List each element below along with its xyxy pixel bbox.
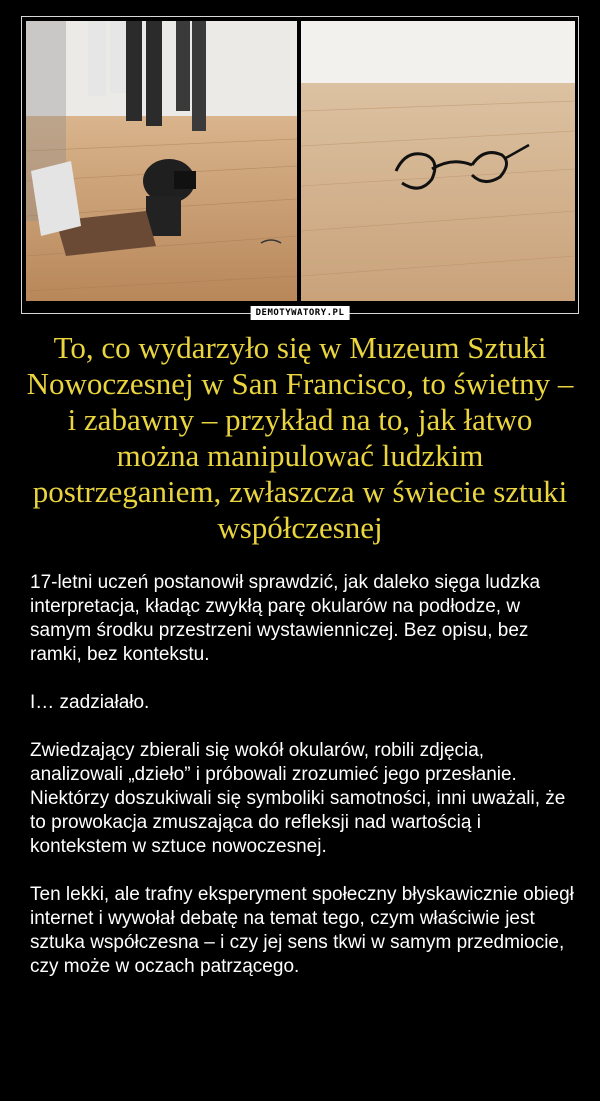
paragraph: Zwiedzający zbierali się wokół okularów, robili zdjęcia, analizowali „dzieło” i próbowali zrozumieć jego przesłanie. Niektórzy doszukiwali się symboliki samotności, inni uważali, że to prowokacja zmuszająca do refleksji nad wartością i kontekstem w sztuce nowoczesnej. (30, 740, 566, 857)
paragraph: 17-letni uczeń postanowił sprawdzić, jak daleko sięga ludzka interpretacja, kładąc zwykłą parę okularów na podłodze, w samym środku przestrzeni wystawienniczej. Bez opisu, bez ramki, bez kontekstu. (30, 572, 541, 665)
image-frame (21, 16, 579, 318)
watermark-label: DEMOTYWATORY.PL (251, 306, 350, 320)
paragraph: Ten lekki, ale trafny eksperyment społeczny błyskawicznie obiegł internet i wywołał debatę na temat tego, czym właściwie jest sztuka współczesna – i czy jej sens tkwi w samym przedmiocie, czy może w oczach patrzącego. (30, 884, 574, 977)
headline: To, co wydarzyło się w Muzeum Sztuki Nowoczesnej w San Francisco, to świetny – i zabawny – przykład na to, jak łatwo można manipulować ludzkim postrzeganiem, zwłaszcza w świecie sztuki współczesnej (26, 330, 574, 545)
body-text (30, 571, 578, 979)
left-photo (26, 21, 297, 301)
right-photo (301, 21, 575, 301)
paragraph: I… zadziałało. (30, 692, 150, 713)
